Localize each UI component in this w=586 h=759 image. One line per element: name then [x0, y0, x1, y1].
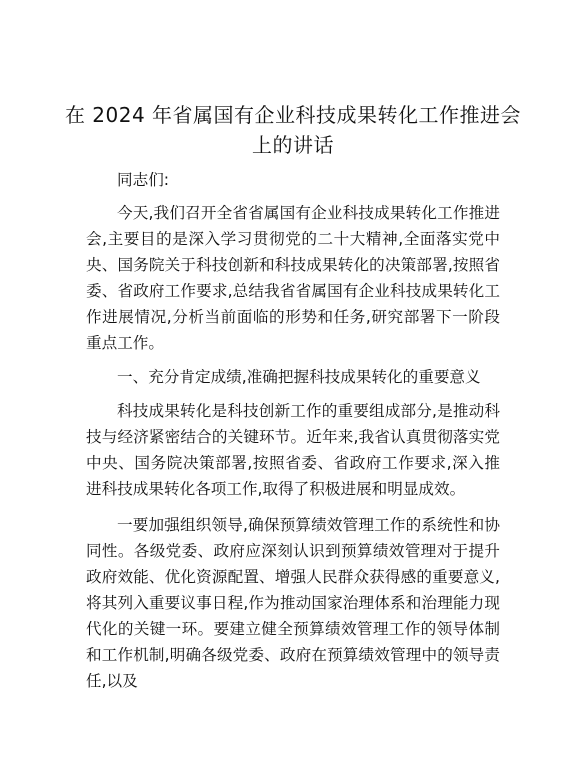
- paragraph-intro: 今天,我们召开全省省属国有企业科技成果转化工作推进会,主要目的是深入学习贯彻党的二十大精神,全面落实党中央、国务院关于科技创新和科技成果转化的决策部署,按照省委、省政府工作要求,总结我省省属国有企业科技成果转化工作进展情况,分析当前面临的形势和任务,研究部署下一阶段重点工作。: [86, 204, 500, 352]
- salutation: 同志们:: [117, 171, 170, 189]
- paragraph-section-1: 科技成果转化是科技创新工作的重要组成部分,是推动科技与经济紧密结合的关键环节。近年来,我省认真贯彻落实党中央、国务院决策部署,按照省委、省政府工作要求,深入推进科技成果转化各项工作,取得了积极进展和明显成效。: [86, 402, 500, 498]
- document-title: 在 2024 年省属国有企业科技成果转化工作推进会上的讲话: [64, 103, 522, 157]
- section-heading: 一、充分肯定成绩,准确把握科技成果转化的重要意义: [117, 368, 481, 386]
- paragraph-section-2: 一要加强组织领导,确保预算绩效管理工作的系统性和协同性。各级党委、政府应深刻认识到预算绩效管理对于提升政府效能、优化资源配置、增强人民群众获得感的重要意义,将其列入重要议事日程,作为推动国家治理体系和治理能力现代化的关键一环。要建立健全预算绩效管理工作的领导体制和工作机制,明确各级党委、政府在预算绩效管理中的领导责任,以及: [86, 516, 500, 690]
